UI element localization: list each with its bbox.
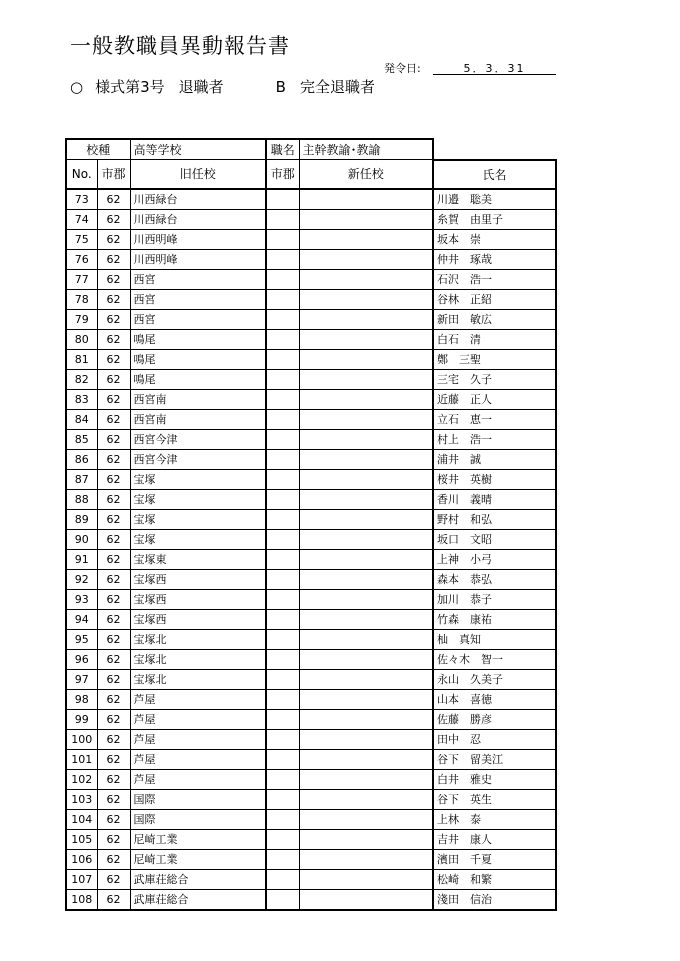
table-row (66, 629, 556, 649)
document-title: 一般教職員異動報告書 (70, 34, 290, 58)
cell-no: 79 (66, 309, 97, 329)
cell-new-school (299, 329, 433, 349)
cell-old-school: 川西明峰 (130, 249, 266, 269)
cell-old-school: 芦屋 (130, 709, 266, 729)
table-row (66, 829, 556, 849)
cell-city-new (266, 369, 299, 389)
cell-name: 新田 敏広 (433, 309, 556, 329)
cell-old-school: 宝塚 (130, 489, 266, 509)
table-row (66, 609, 556, 629)
cell-new-school (299, 269, 433, 289)
cell-name: 白井 雅史 (433, 769, 556, 789)
cell-city-old: 62 (97, 289, 130, 309)
cell-city-new (266, 249, 299, 269)
cell-name: 山本 喜徳 (433, 689, 556, 709)
issue-date-value: 5．3．31 (433, 60, 556, 75)
cell-city-new (266, 729, 299, 749)
cell-no: 80 (66, 329, 97, 349)
cell-old-school: 宝塚東 (130, 549, 266, 569)
table-row (66, 549, 556, 569)
cell-old-school: 尼崎工業 (130, 829, 266, 849)
header-city-old: 市郡 (97, 160, 130, 189)
school-type-value: 高等学校 (130, 139, 266, 160)
cell-old-school: 西宮今津 (130, 429, 266, 449)
cell-no: 83 (66, 389, 97, 409)
table-row (66, 209, 556, 229)
cell-name: 香川 義晴 (433, 489, 556, 509)
cell-old-school: 宝塚北 (130, 649, 266, 669)
table-row (66, 269, 556, 289)
cell-city-new (266, 789, 299, 809)
cell-old-school: 芦屋 (130, 769, 266, 789)
cell-no: 108 (66, 889, 97, 910)
cell-city-new (266, 609, 299, 629)
cell-new-school (299, 669, 433, 689)
cell-old-school: 国際 (130, 809, 266, 829)
cell-name: 松崎 和繁 (433, 869, 556, 889)
cell-new-school (299, 429, 433, 449)
cell-no: 89 (66, 509, 97, 529)
cell-no: 91 (66, 549, 97, 569)
cell-no: 76 (66, 249, 97, 269)
cell-no: 85 (66, 429, 97, 449)
cell-city-old: 62 (97, 529, 130, 549)
cell-city-new (266, 529, 299, 549)
cell-old-school: 宝塚 (130, 469, 266, 489)
cell-city-new (266, 209, 299, 229)
table-row (66, 329, 556, 349)
cell-city-old: 62 (97, 829, 130, 849)
cell-no: 105 (66, 829, 97, 849)
cell-old-school: 尼崎工業 (130, 849, 266, 869)
cell-city-new (266, 509, 299, 529)
cell-city-new (266, 469, 299, 489)
cell-city-new (266, 849, 299, 869)
cell-new-school (299, 209, 433, 229)
cell-old-school: 鳴尾 (130, 369, 266, 389)
cell-new-school (299, 869, 433, 889)
table-row (66, 889, 556, 910)
cell-old-school: 鳴尾 (130, 329, 266, 349)
cell-old-school: 宝塚 (130, 509, 266, 529)
cell-city-old: 62 (97, 729, 130, 749)
cell-new-school (299, 529, 433, 549)
cell-old-school: 西宮南 (130, 389, 266, 409)
cell-city-old: 62 (97, 409, 130, 429)
cell-city-old: 62 (97, 349, 130, 369)
cell-no: 78 (66, 289, 97, 309)
table-row (66, 789, 556, 809)
table-row (66, 369, 556, 389)
cell-new-school (299, 569, 433, 589)
table-row (66, 309, 556, 329)
table-row (66, 849, 556, 869)
cell-city-old: 62 (97, 549, 130, 569)
cell-city-new (266, 809, 299, 829)
cell-city-new (266, 429, 299, 449)
cell-city-old: 62 (97, 769, 130, 789)
cell-name: 石沢 浩一 (433, 269, 556, 289)
cell-old-school: 西宮 (130, 269, 266, 289)
cell-old-school: 川西明峰 (130, 229, 266, 249)
cell-city-new (266, 269, 299, 289)
cell-city-old: 62 (97, 809, 130, 829)
cell-name: 杣 真知 (433, 629, 556, 649)
empty-cell (433, 139, 556, 160)
table-row (66, 749, 556, 769)
cell-name: 野村 和弘 (433, 509, 556, 529)
cell-new-school (299, 229, 433, 249)
cell-name: 濱田 千夏 (433, 849, 556, 869)
cell-name: 坂本 崇 (433, 229, 556, 249)
table-row (66, 249, 556, 269)
cell-city-old: 62 (97, 269, 130, 289)
cell-name: 白石 清 (433, 329, 556, 349)
cell-no: 81 (66, 349, 97, 369)
cell-city-old: 62 (97, 329, 130, 349)
cell-city-new (266, 189, 299, 210)
table-row (66, 569, 556, 589)
cell-city-old: 62 (97, 609, 130, 629)
cell-old-school: 芦屋 (130, 749, 266, 769)
cell-city-new (266, 749, 299, 769)
cell-name: 上神 小弓 (433, 549, 556, 569)
cell-old-school: 宝塚北 (130, 669, 266, 689)
transfer-table (65, 138, 557, 911)
cell-city-new (266, 489, 299, 509)
cell-old-school: 芦屋 (130, 729, 266, 749)
cell-no: 84 (66, 409, 97, 429)
cell-name: 田中 忍 (433, 729, 556, 749)
cell-new-school (299, 449, 433, 469)
cell-city-new (266, 869, 299, 889)
cell-no: 92 (66, 569, 97, 589)
cell-name: 村上 浩一 (433, 429, 556, 449)
cell-city-new (266, 229, 299, 249)
cell-new-school (299, 769, 433, 789)
table-row (66, 709, 556, 729)
circle-mark: ○ (70, 78, 84, 96)
cell-name: 川邉 聡美 (433, 189, 556, 210)
form-number: 様式第3号 (95, 78, 165, 96)
cell-no: 93 (66, 589, 97, 609)
cell-new-school (299, 189, 433, 210)
header-city-new: 市郡 (266, 160, 299, 189)
cell-new-school (299, 709, 433, 729)
cell-old-school: 武庫荘総合 (130, 869, 266, 889)
cell-city-new (266, 649, 299, 669)
table-row (66, 189, 556, 210)
cell-city-old: 62 (97, 249, 130, 269)
cell-new-school (299, 369, 433, 389)
table-row (66, 669, 556, 689)
cell-name: 浦井 誠 (433, 449, 556, 469)
cell-old-school: 宝塚 (130, 529, 266, 549)
cell-no: 74 (66, 209, 97, 229)
table-row (66, 809, 556, 829)
cell-city-new (266, 409, 299, 429)
cell-no: 97 (66, 669, 97, 689)
cell-name: 坂口 文昭 (433, 529, 556, 549)
cell-name: 淺田 信治 (433, 889, 556, 910)
header-row-2 (66, 160, 556, 189)
cell-city-old: 62 (97, 749, 130, 769)
cell-name: 森本 恭弘 (433, 569, 556, 589)
table-row (66, 409, 556, 429)
cell-name: 谷下 英生 (433, 789, 556, 809)
cell-name: 谷林 正紹 (433, 289, 556, 309)
cell-new-school (299, 809, 433, 829)
cell-old-school: 川西緑台 (130, 189, 266, 210)
cell-name: 桜井 英樹 (433, 469, 556, 489)
cell-new-school (299, 289, 433, 309)
cell-city-old: 62 (97, 669, 130, 689)
cell-new-school (299, 389, 433, 409)
cell-city-old: 62 (97, 509, 130, 529)
cell-new-school (299, 649, 433, 669)
cell-no: 104 (66, 809, 97, 829)
cell-new-school (299, 589, 433, 609)
cell-new-school (299, 489, 433, 509)
cell-no: 106 (66, 849, 97, 869)
cell-no: 98 (66, 689, 97, 709)
cell-city-old: 62 (97, 629, 130, 649)
cell-city-old: 62 (97, 849, 130, 869)
table-row (66, 689, 556, 709)
cell-name: 永山 久美子 (433, 669, 556, 689)
header-row-1 (66, 139, 556, 160)
cell-city-new (266, 389, 299, 409)
cell-city-old: 62 (97, 789, 130, 809)
cell-name: 近藤 正人 (433, 389, 556, 409)
cell-new-school (299, 749, 433, 769)
cell-no: 101 (66, 749, 97, 769)
cell-city-old: 62 (97, 309, 130, 329)
table-row (66, 869, 556, 889)
cell-city-old: 62 (97, 429, 130, 449)
cell-new-school (299, 609, 433, 629)
cell-city-new (266, 889, 299, 910)
cell-no: 99 (66, 709, 97, 729)
cell-old-school: 国際 (130, 789, 266, 809)
cell-name: 鄭 三聖 (433, 349, 556, 369)
cell-no: 77 (66, 269, 97, 289)
cell-city-new (266, 829, 299, 849)
cell-new-school (299, 549, 433, 569)
position-value: 主幹教諭･教諭 (299, 139, 433, 160)
cell-city-new (266, 589, 299, 609)
form-line (70, 76, 375, 97)
cell-old-school: 西宮 (130, 289, 266, 309)
category-name: 完全退職者 (299, 78, 375, 96)
cell-city-new (266, 449, 299, 469)
cell-old-school: 宝塚西 (130, 609, 266, 629)
cell-city-old: 62 (97, 649, 130, 669)
table-row (66, 429, 556, 449)
table-row (66, 229, 556, 249)
cell-old-school: 宝塚北 (130, 629, 266, 649)
cell-city-new (266, 549, 299, 569)
table-row (66, 509, 556, 529)
cell-new-school (299, 729, 433, 749)
cell-new-school (299, 829, 433, 849)
cell-no: 95 (66, 629, 97, 649)
cell-new-school (299, 409, 433, 429)
cell-city-old: 62 (97, 489, 130, 509)
cell-old-school: 川西緑台 (130, 209, 266, 229)
cell-new-school (299, 349, 433, 369)
cell-old-school: 芦屋 (130, 689, 266, 709)
cell-no: 102 (66, 769, 97, 789)
cell-city-old: 62 (97, 209, 130, 229)
cell-city-old: 62 (97, 469, 130, 489)
cell-no: 82 (66, 369, 97, 389)
position-label: 職名 (266, 139, 299, 160)
cell-name: 佐藤 勝彦 (433, 709, 556, 729)
table-row (66, 289, 556, 309)
cell-new-school (299, 889, 433, 910)
cell-name: 立石 恵一 (433, 409, 556, 429)
cell-new-school (299, 629, 433, 649)
cell-old-school: 西宮 (130, 309, 266, 329)
table-row (66, 529, 556, 549)
cell-no: 94 (66, 609, 97, 629)
cell-city-new (266, 349, 299, 369)
cell-old-school: 西宮今津 (130, 449, 266, 469)
cell-new-school (299, 469, 433, 489)
cell-name: 仲井 琢哉 (433, 249, 556, 269)
cell-no: 103 (66, 789, 97, 809)
cell-no: 100 (66, 729, 97, 749)
cell-no: 107 (66, 869, 97, 889)
cell-name: 佐々木 智一 (433, 649, 556, 669)
cell-city-old: 62 (97, 189, 130, 210)
cell-name: 竹森 康祐 (433, 609, 556, 629)
header-new-school: 新任校 (299, 160, 433, 189)
cell-no: 73 (66, 189, 97, 210)
form-type: 退職者 (178, 78, 224, 96)
cell-city-new (266, 289, 299, 309)
header-no: No. (66, 160, 97, 189)
table-row (66, 389, 556, 409)
table-row (66, 349, 556, 369)
category-code: B (275, 78, 286, 96)
cell-city-new (266, 569, 299, 589)
table-row (66, 489, 556, 509)
header-old-school: 旧任校 (130, 160, 266, 189)
cell-old-school: 西宮南 (130, 409, 266, 429)
cell-no: 86 (66, 449, 97, 469)
cell-old-school: 宝塚西 (130, 589, 266, 609)
cell-city-old: 62 (97, 689, 130, 709)
cell-city-new (266, 629, 299, 649)
cell-old-school: 武庫荘総合 (130, 889, 266, 910)
cell-city-new (266, 709, 299, 729)
cell-new-school (299, 509, 433, 529)
cell-name: 吉井 康人 (433, 829, 556, 849)
cell-city-new (266, 769, 299, 789)
cell-city-old: 62 (97, 589, 130, 609)
cell-name: 上林 泰 (433, 809, 556, 829)
cell-city-new (266, 329, 299, 349)
table-row (66, 649, 556, 669)
cell-no: 88 (66, 489, 97, 509)
cell-city-old: 62 (97, 569, 130, 589)
cell-no: 75 (66, 229, 97, 249)
cell-no: 87 (66, 469, 97, 489)
cell-name: 三宅 久子 (433, 369, 556, 389)
cell-no: 90 (66, 529, 97, 549)
cell-name: 谷下 留美江 (433, 749, 556, 769)
cell-city-old: 62 (97, 709, 130, 729)
cell-city-old: 62 (97, 229, 130, 249)
cell-city-old: 62 (97, 449, 130, 469)
cell-name: 加川 恭子 (433, 589, 556, 609)
cell-name: 糸賀 由里子 (433, 209, 556, 229)
header-name: 氏名 (433, 160, 556, 189)
cell-new-school (299, 249, 433, 269)
table-row (66, 769, 556, 789)
cell-old-school: 宝塚西 (130, 569, 266, 589)
cell-new-school (299, 849, 433, 869)
cell-new-school (299, 689, 433, 709)
cell-new-school (299, 309, 433, 329)
cell-no: 96 (66, 649, 97, 669)
table-row (66, 589, 556, 609)
cell-city-old: 62 (97, 869, 130, 889)
school-type-label: 校種 (66, 139, 130, 160)
table-row (66, 469, 556, 489)
issue-date-label: 発令日: (384, 62, 421, 75)
cell-city-old: 62 (97, 389, 130, 409)
cell-new-school (299, 789, 433, 809)
cell-old-school: 鳴尾 (130, 349, 266, 369)
cell-city-old: 62 (97, 369, 130, 389)
cell-city-old: 62 (97, 889, 130, 910)
table-row (66, 729, 556, 749)
cell-city-new (266, 309, 299, 329)
table-row (66, 449, 556, 469)
cell-city-new (266, 669, 299, 689)
cell-city-new (266, 689, 299, 709)
